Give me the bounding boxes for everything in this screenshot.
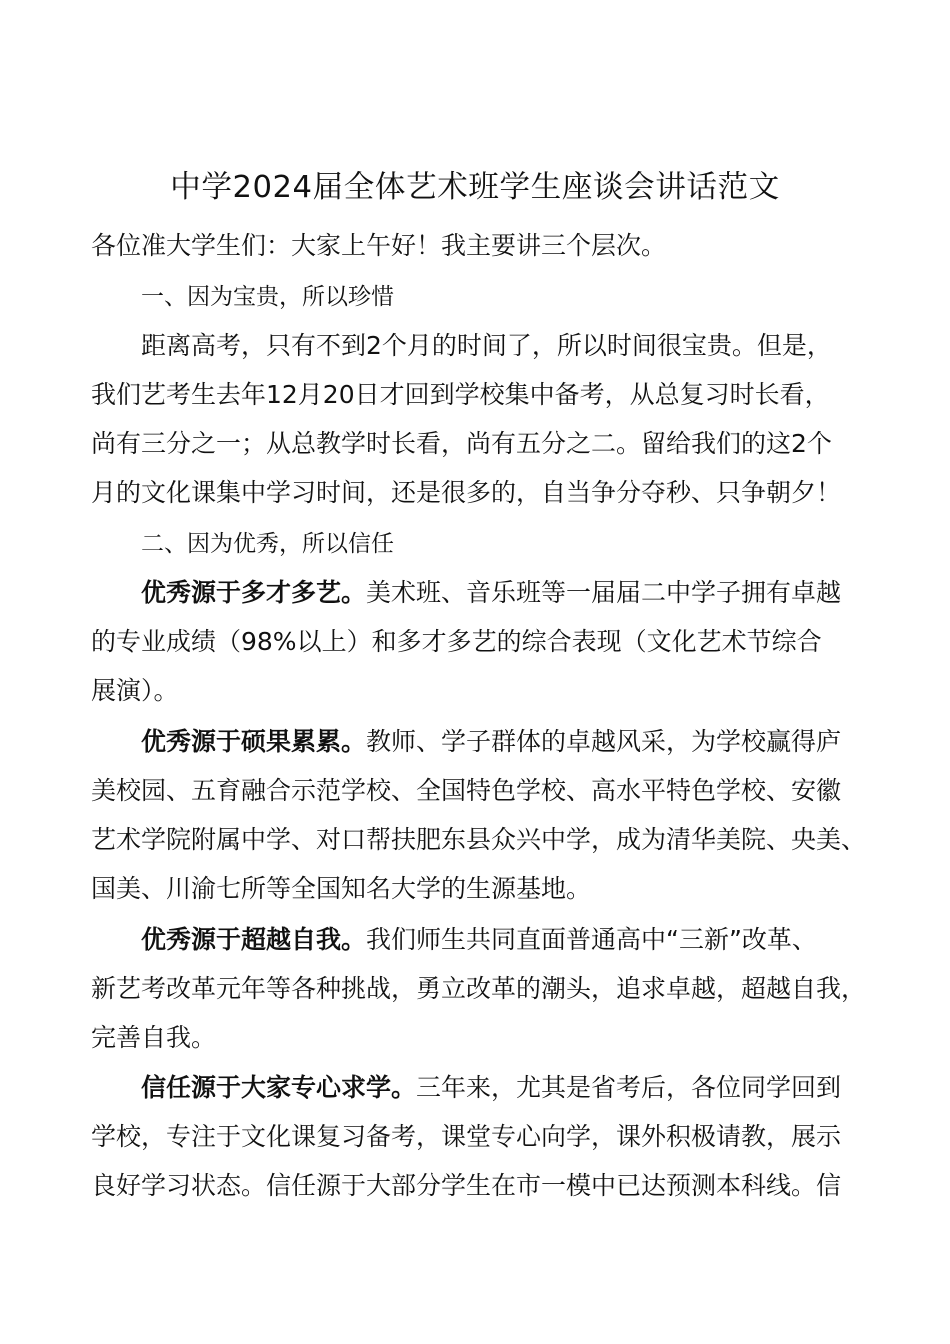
section-1-line-1: 距离高考，只有不到2个月的时间了，所以时间很宝贵。但是，: [141, 331, 832, 360]
section-1-line-4: 月的文化课集中学习时间，还是很多的，自当争分夺秒、只争朝夕！: [91, 478, 842, 507]
paragraph-1-lead: 优秀源于多才多艺。: [141, 578, 367, 607]
section-1-line-3: 尚有三分之一；从总教学时长看，尚有五分之二。留给我们的这2个: [91, 429, 832, 458]
section-2-heading: 二、因为优秀，所以信任: [141, 531, 394, 557]
paragraph-1-text: 美术班、音乐班等一届届二中学子拥有卓越: [366, 578, 842, 607]
paragraph-3-text: 我们师生共同直面普通高中“三新”改革、: [366, 925, 817, 954]
paragraph-2-line-3: 艺术学院附属中学、对口帮扶肥东县众兴中学，成为清华美院、央美、: [91, 825, 867, 854]
paragraph-4-lead: 信任源于大家专心求学。: [141, 1073, 417, 1102]
section-1-line-2: 我们艺考生去年12月20日才回到学校集中备考，从总复习时长看，: [91, 380, 830, 409]
paragraph-3-line-3: 完善自我。: [91, 1023, 217, 1052]
greeting-line: 各位准大学生们：大家上午好！我主要讲三个层次。: [91, 231, 667, 260]
paragraph-1-line-2: 的专业成绩（98%以上）和多才多艺的综合表现（文化艺术节综合: [91, 627, 822, 656]
paragraph-2-lead: 优秀源于硕果累累。: [141, 727, 367, 756]
paragraph-1-line-3: 展演）。: [91, 676, 179, 705]
paragraph-4-line-2: 学校，专注于文化课复习备考，课堂专心向学，课外积极请教，展示: [91, 1122, 842, 1151]
paragraph-1-first-line: [141, 575, 841, 611]
paragraph-2-text: 教师、学子群体的卓越风采，为学校赢得庐: [366, 727, 842, 756]
section-1-heading: 一、因为宝贵，所以珍惜: [141, 284, 394, 310]
paragraph-3-line-2: 新艺考改革元年等各种挑战，勇立改革的潮头，追求卓越，超越自我，: [91, 974, 867, 1003]
paragraph-4-line-3: 良好学习状态。信任源于大部分学生在市一模中已达预测本科线。信: [91, 1171, 842, 1200]
document-title: 中学2024届全体艺术班学生座谈会讲话范文: [170, 170, 780, 205]
paragraph-3-lead: 优秀源于超越自我。: [141, 925, 367, 954]
paragraph-2-line-2: 美校园、五育融合示范学校、全国特色学校、高水平特色学校、安徽: [91, 776, 842, 805]
paragraph-3-first-line: [141, 922, 817, 958]
paragraph-4-text: 三年来，尤其是省考后，各位同学回到: [416, 1073, 842, 1102]
paragraph-2-first-line: [141, 724, 841, 760]
paragraph-2-line-4: 国美、川渝七所等全国知名大学的生源基地。: [91, 874, 592, 903]
paragraph-4-first-line: [141, 1070, 841, 1106]
